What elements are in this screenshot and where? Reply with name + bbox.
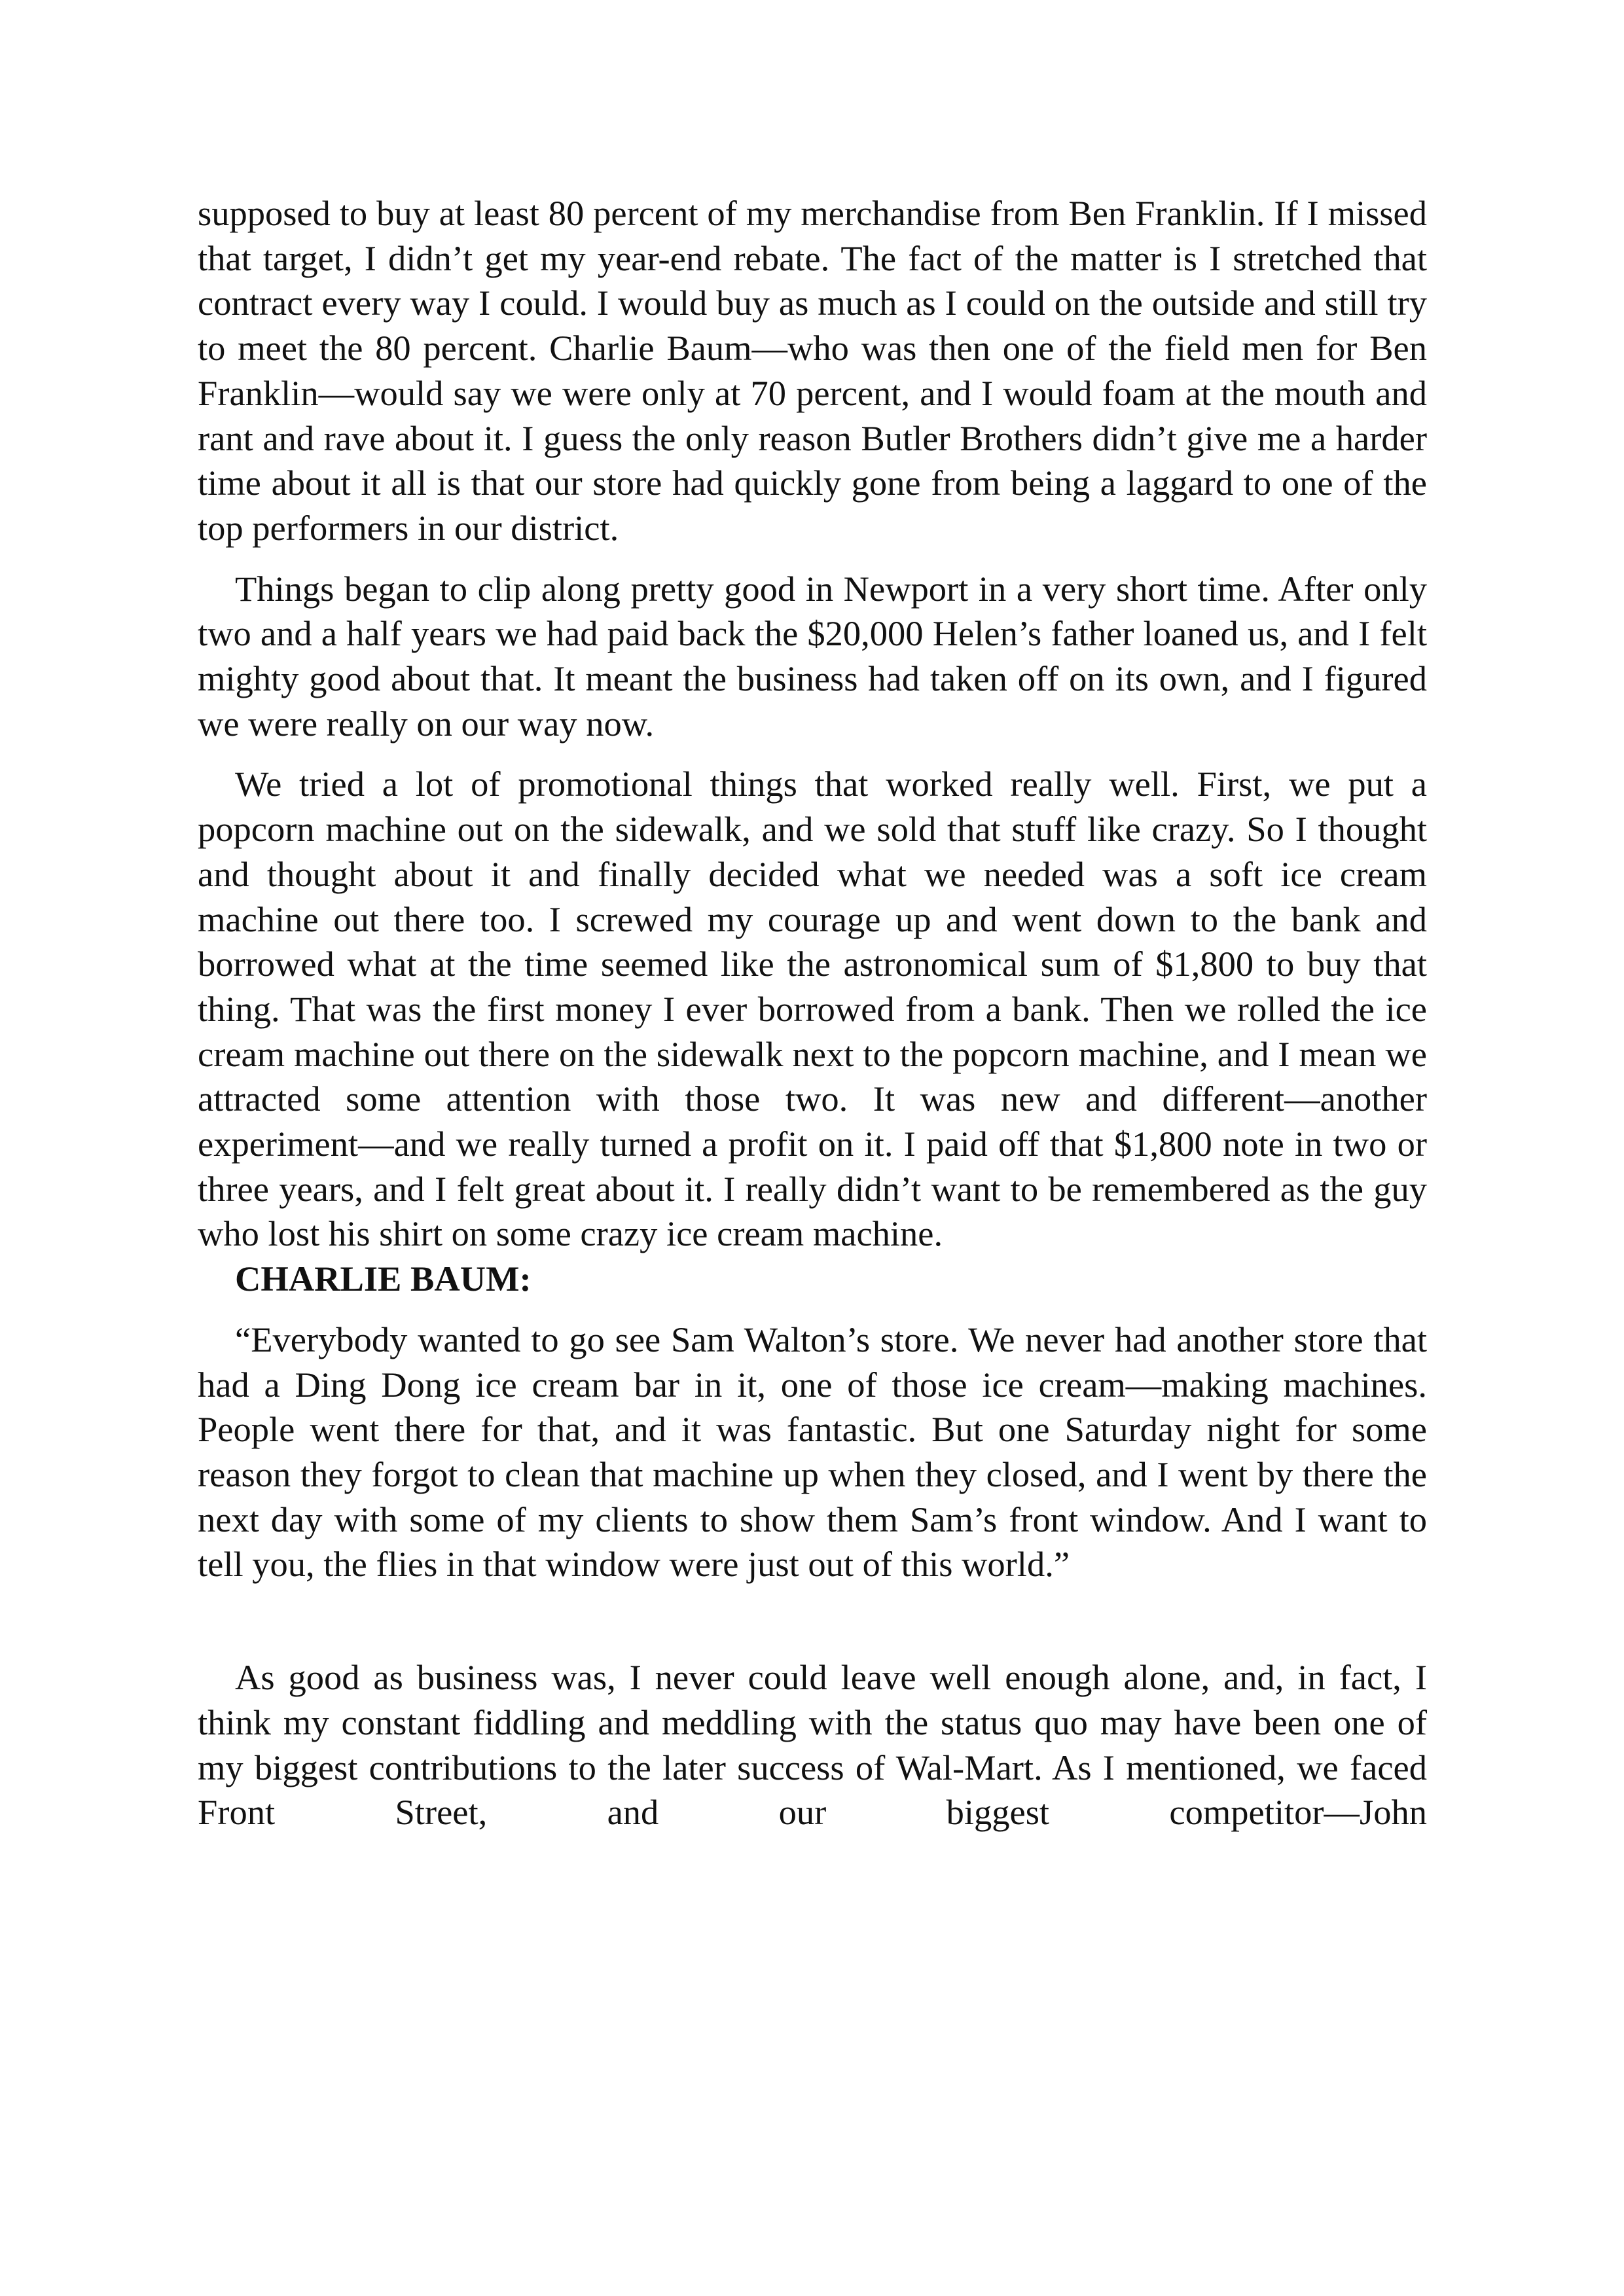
paragraph-1: supposed to buy at least 80 percent of my merchandise from Ben Franklin. If I missed that target, I didn’t get my year-end rebate. The fact of the matter is I stretched that contract every way I could. I would buy as much as I could on the outside and still try to meet the 80 percent. Charlie Baum—who was then one of the field men for Ben Franklin—would say we were only at 70 percent, and I would foam at the mouth and rant and rave about it. I guess the only reason Butler Brothers didn’t give me a harder time about it all is that our store had quickly gone from being a laggard to one of the top performers in our district. <box>198 193 1427 548</box>
page-body <box>198 191 1427 1835</box>
speaker-heading: CHARLIE BAUM: <box>235 1259 532 1299</box>
paragraph-2: Things began to clip along pretty good in Newport in a very short time. After only two and a half years we had paid back the $20,000 Helen’s father loaned us, and I felt mighty good about that. It meant the business had taken off on its own, and I figured we were really on our way now. <box>198 568 1427 744</box>
paragraph-4: As good as business was, I never could leave well enough alone, and, in fact, I think my constant fiddling and meddling with the status quo may have been one of my biggest contributions to the later success of Wal-Mart. As I mentioned, we faced Front Street, and our biggest competitor—John <box>198 1657 1427 1833</box>
paragraph-3: We tried a lot of promotional things that worked really well. First, we put a popcorn machine out on the sidewalk, and we sold that stuff like crazy. So I thought and thought about it and finally decided what we needed was a soft ice cream machine out there too. I screwed my courage up and went down to the bank and borrowed what at the time seemed like the astronomical sum of $1,800 to buy that thing. That was the first money I ever borrowed from a bank. Then we rolled the ice cream machine out there on the sidewalk next to the popcorn machine, and I mean we attracted some attention with those two. It was new and different—another experiment—and we really turned a profit on it. I paid off that $1,800 note in two or three years, and I felt great about it. I really didn’t want to be remembered as the guy who lost his shirt on some crazy ice cream machine. <box>198 764 1427 1254</box>
quote-paragraph: “Everybody wanted to go see Sam Walton’s store. We never had another store that had a Ding Dong ice cream bar in it, one of those ice cream—making machines. People went there for that, and it was fantastic. But one Saturday night for some reason they forgot to clean that machine up when they closed, and I went by there the next day with some of my clients to show them Sam’s front window. And I want to tell you, the flies in that window were just out of this world.” <box>198 1319 1427 1585</box>
